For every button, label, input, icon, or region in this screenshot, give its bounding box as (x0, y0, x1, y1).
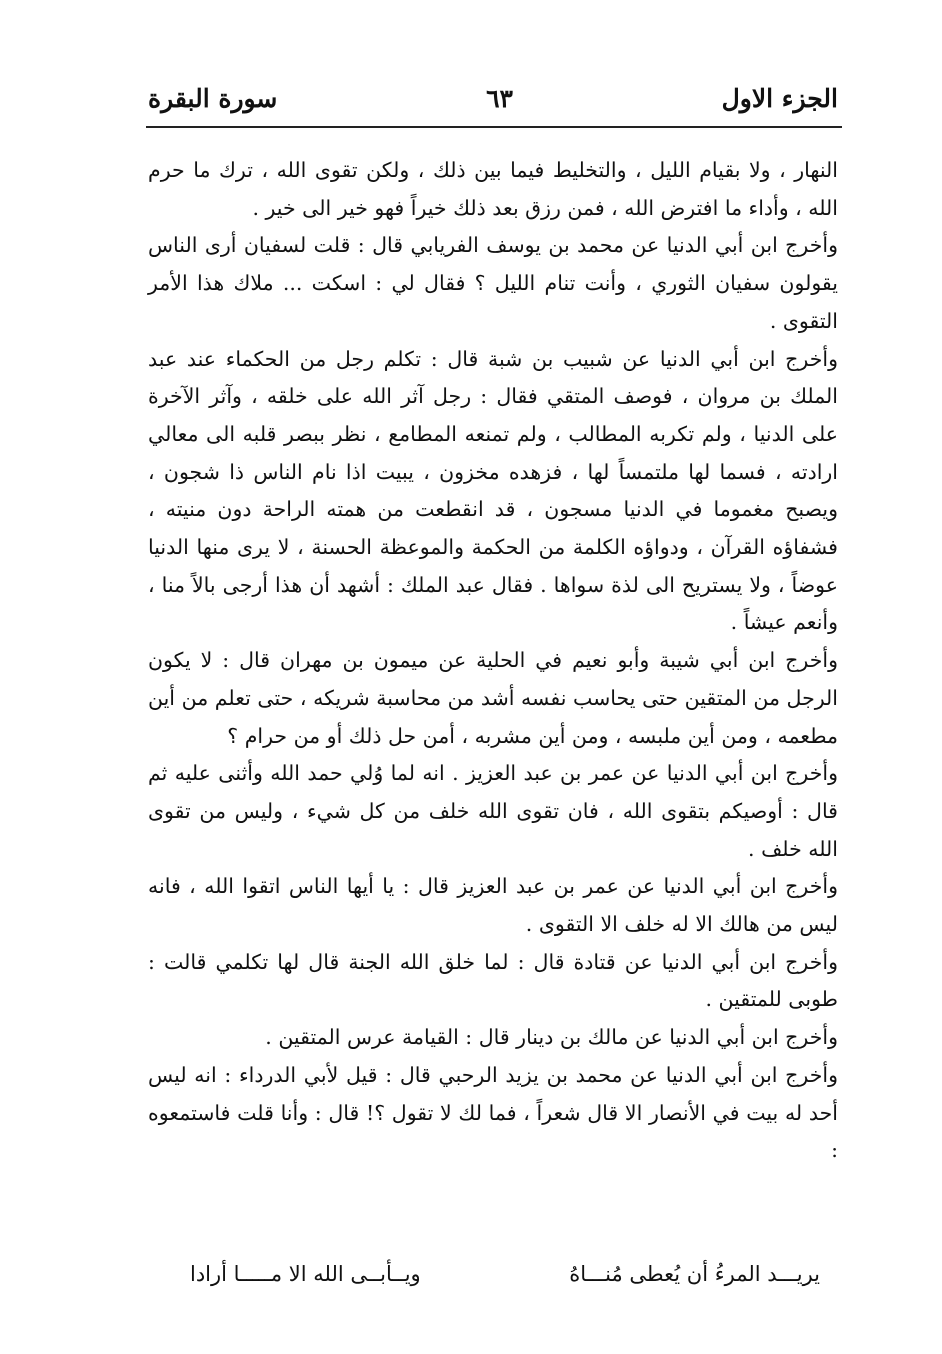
paragraph: وأخرج ابن أبي الدنيا عن قتادة قال : لما خلق الله الجنة قال لها تكلمي قالت : طوبى للمتقين . (148, 949, 838, 1012)
paragraph: وأخرج ابن أبي الدنيا عن عمر بن عبد العزيز قال : يا أيها الناس اتقوا الله ، فانه ليس من هالك الا له خلف الا التقوى . (148, 874, 838, 937)
verse-first-hemistich: يريـــد المرءُ أن يُعطى مُنـــاهُ (569, 1262, 820, 1286)
volume-title: الجزء الاول (721, 83, 838, 113)
paragraph: وأخرج ابن أبي الدنيا عن مالك بن دينار قال : القيامة عرس المتقين . (265, 1025, 838, 1050)
poetry-verse (190, 1256, 820, 1292)
surah-title: سورة البقرة (148, 83, 278, 113)
header-divider (146, 126, 842, 128)
page-number: ٦٣ (486, 83, 513, 113)
paragraph: وأخرج ابن أبي الدنيا عن عمر بن عبد العزيز . انه لما وُلي حمد الله وأثنى عليه ثم قال : أوصيكم بتقوى الله ، فان تقوى الله خلف من كل شيء ، وليس من تقوى الله خلف . (148, 761, 838, 861)
paragraph: وأخرج ابن أبي شيبة وأبو نعيم في الحلية عن ميمون بن مهران قال : لا يكون الرجل من المتقين حتى يحاسب نفسه أشد من محاسبة شريكه ، حتى تعلم من أين مطعمه ، ومن أين ملبسه ، ومن أين مشربه ، أمن حل ذلك أو من حرام ؟ (148, 648, 838, 748)
paragraph: وأخرج ابن أبي الدنيا عن محمد بن يوسف الفريابي قال : قلت لسفيان أرى الناس يقولون سفيان الثوري ، وأنت تنام الليل ؟ فقال لي : اسكت ... ملاك هذا الأمر التقوى . (148, 233, 838, 333)
paragraph: النهار ، ولا بقيام الليل ، والتخليط فيما بين ذلك ، ولكن تقوى الله ، ترك ما حرم الله ، وأداء ما افترض الله ، فمن رزق بعد ذلك خيراً فهو خير الى خير . (148, 158, 838, 220)
paragraph: وأخرج ابن أبي الدنيا عن محمد بن يزيد الرحبي قال : قيل لأبي الدرداء : انه ليس أحد له بيت في الأنصار الا قال شعراً ، فما لك لا تقول ؟! قال : وأنا قلت فاستمعوه : (148, 1062, 838, 1163)
paragraph: وأخرج ابن أبي الدنيا عن شبيب بن شبة قال : تكلم رجل من الحكماء عند عبد الملك بن مروان ، فوصف المتقي فقال : رجل آثر الله على خلقه ، وآثر الآخرة على الدنيا ، ولم تكربه المطالب ، ولم تمنعه المطامع ، نظر ببصر قلبه الى معالي ارادته ، فسما لها ملتمساً لها ، فزهده مخزون ، يبيت اذا نام الناس ذا شجون ، ويصبح مغموما في الدنيا مسجون ، قد انقطعت من همته الراحة دون منيته ، فشفاؤه القرآن ، ودواؤه الكلمة من الحكمة والموعظة الحسنة ، لا يرى منها الدنيا عوضاً ، ولا يستريح الى لذة سواها . فقال عبد الملك : أشهد أن هذا أرجى بالاً منا ، وأنعم عيشاً . (148, 346, 838, 635)
verse-second-hemistich: ويــأبــى الله الا مـــــا أرادا (190, 1262, 421, 1286)
page-header (148, 78, 838, 118)
main-text (148, 152, 838, 1170)
